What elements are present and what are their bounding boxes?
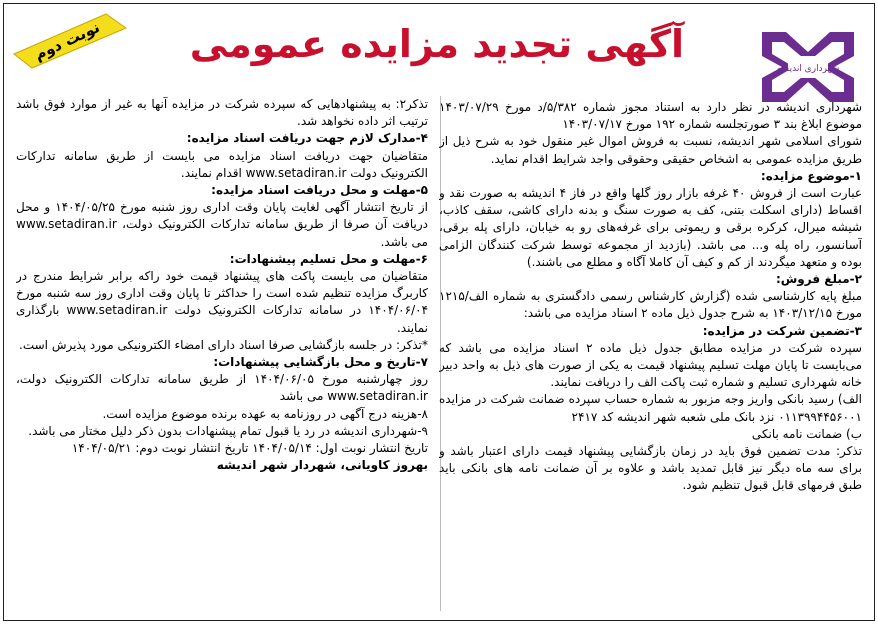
section-3-body: سپرده شرکت در مزایده مطابق جدول ذیل ماده ۲ اسناد مزایده می باشد که می‌بایست تا پایان مهلت تسلیم پیشنهاد قیمت به یکی از صورت های ذیل به واحد دبیر خانه شهرداری تسلیم و شماره ثبت پاکت الف را دریافت نمایند. (439, 340, 862, 390)
note-2: تذکر۲: به پیشنهادهایی که سپرده شرکت در مزایده آنها به غیر از موارد فوق باشد ترتیب اثر داده نخواهد شد. (16, 97, 428, 129)
section-7-title: ۷-تاریخ و محل بازگشایی پیشنهادات: (213, 355, 428, 370)
section-6-body: متقاضیان می بایست پاکت های پیشنهاد قیمت خود راکه برابر شرایط مندرج در کاربرگ مزایده تنظیم شده است را حداکثر تا پایان وقت اداری روز سه شنبه مورخ ۱۴۰۴/۰۶/۰۴ در سامانه تدارکات الکترونیک دولت www.setadiran.ir بارگذاری نمایند. (16, 269, 428, 335)
section-6-title: ۶-مهلت و محل تسلیم پیشنهادات: (229, 251, 428, 266)
section-3-option-b: ب) ضمانت نامه بانکی (751, 426, 862, 441)
left-column (16, 96, 428, 616)
notice-page (3, 3, 875, 621)
section-3-option-a: الف) رسید بانکی واریز وجه مزبور به شماره حساب سپرده ضمانت شرکت در مزایده ۰۱۱۳۹۹۴۴۵۶۰۰۱ نزد بانک ملی شعبه شهر اندیشه کد ۲۴۱۷ (439, 392, 862, 424)
right-column (439, 99, 862, 619)
section-4-body: متقاضیان جهت دریافت اسناد مزایده می بایست از طریق سامانه تدارکات الکترونیک دولت www.setadiran.ir اقدام نمایند. (16, 148, 428, 180)
section-6-note: *تذکر: در جلسه بازگشایی صرفا اسناد دارای امضاء الکترونیکی مورد پذیرش است. (19, 337, 428, 352)
section-2-body: مبلغ پایه کارشناسی شده (گزارش کارشناس رسمی دادگستری به شماره الف/۱۲۱۵ مورخ ۱۴۰۳/۱۲/۱۵ به شرح جدول ذیل ماده ۲ اسناد مزایده می باشد: (439, 289, 862, 321)
publication-dates: تاریخ انتشار نوبت اول: ۱۴۰۴/۰۵/۱۴ تاریخ انتشار نوبت دوم: ۱۴۰۴/۰۵/۲۱ (71, 441, 428, 456)
section-8: ۸-هزینه درج آگهی در روزنامه به عهده برنده موضوع مزایده است. (102, 406, 428, 421)
page-title: آگهی تجدید مزایده عمومی (189, 22, 684, 66)
section-2-title: ۲-مبلغ فروش: (775, 272, 862, 287)
intro-paragraph-2: شورای اسلامی شهر اندیشه، نسبت به فروش اموال غیر منقول خود به شرح ذیل از طریق مزایده عمومی به اشخاص حقیقی وحقوقی واجد شرایط اقدام نماید. (439, 134, 862, 166)
section-9: ۹-شهرداری اندیشه در رد یا قبول تمام پیشنهادات بدون ذکر دلیل مختار می باشد. (28, 423, 428, 438)
badge-label: نوبت دوم (31, 18, 103, 64)
intro-paragraph-1: شهرداری اندیشه در نظر دارد به استناد مجوز شماره ۵/۳۸۲/د مورخ ۱۴۰۳/۰۷/۲۹ موضوع ابلاغ بند ۳ صورتجلسه شماره ۱۹۲ مورخ ۱۴۰۳/۰۷/۱۷ (439, 100, 862, 132)
section-5-body: از تاریخ انتشار آگهی لغایت پایان وقت اداری روز شنبه مورخ ۱۴۰۴/۰۵/۲۵ و محل دریافت آن صرفا از طریق سامانه تدارکات الکترونیک دولت، www.setadiran.ir می باشد. (16, 200, 428, 249)
logo-text: شهرداری اندیشه (776, 64, 840, 74)
second-round-badge (10, 10, 130, 70)
section-1-title: ۱-موضوع مزایده: (760, 168, 862, 183)
section-3-title: ۳-تضمین شرکت در مزایده: (702, 323, 862, 338)
signature: بهروز کاویانی، شهردار شهر اندیشه (216, 458, 428, 473)
section-5-title: ۵-مهلت و محل دریافت اسناد مزایده: (211, 183, 428, 198)
guarantee-note: تذکر: مدت تضمین فوق باید در زمان بازگشایی پیشنهاد قیمت دارای اعتبار باشد و برای سه ماه دیگر نیز قابل تمدید باشد و علاوه بر آن ضمانت نامه های بانکی باید طبق فرمهای قابل قبول تنظیم شود. (439, 444, 862, 493)
section-1-body: عبارت است از فروش ۴۰ غرفه بازار روز گلها واقع در فاز ۴ اندیشه به صورت نقد و اقساط (دارای اسکلت بتنی، کف به صورت سنگ و بدنه دارای کاشی، سقف کاذب، شیشه میرال، کرکره برقی و ریموتی برای غرفه‌های رو به خیابان، دارای پله برقی، آسانسور، راه پله و... می باشد. (بازدید از مجموعه توسط شرکت کنندگان الزامی بوده و متعهد میگردند از کم و کیف آن کاملا آگاه و مطلع می باشند.) (439, 186, 862, 269)
section-4-title: ۴-مدارک لازم جهت دریافت اسناد مزایده: (186, 131, 428, 146)
section-7-body: روز چهارشنبه مورخ ۱۴۰۴/۰۶/۰۵ از طریق سامانه تدارکات الکترونیک دولت، www.setadiran.ir می باشد (16, 372, 428, 404)
